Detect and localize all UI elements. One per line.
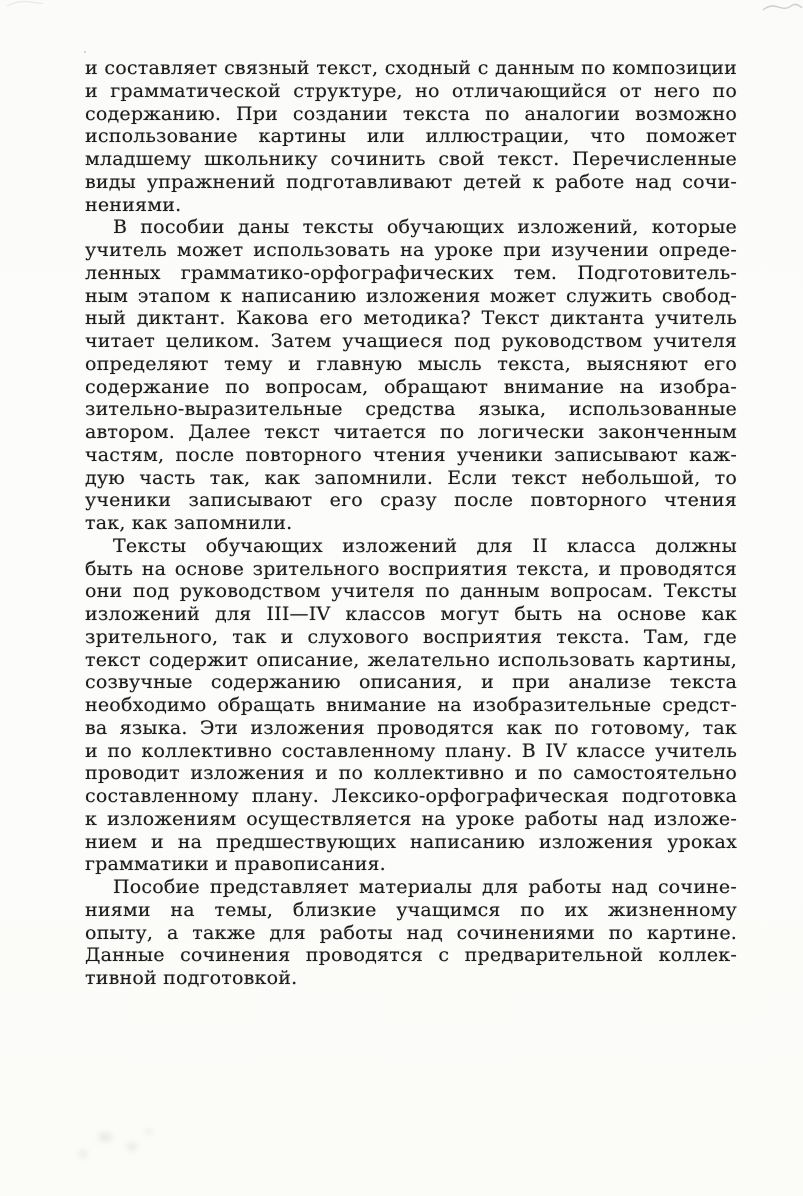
scan-smudge <box>78 1150 88 1158</box>
scan-artifact-top-right-squiggle-icon <box>761 1 803 15</box>
text-line: содержание по вопросам, обращают внимание на изобра- <box>85 375 737 398</box>
scan-smudge <box>98 1132 112 1142</box>
text-line: частям, после повторного чтения ученики записывают каж- <box>85 443 737 466</box>
text-line: автором. Далее текст читается по логически законченным <box>85 421 737 443</box>
text-line: проводит изложения и по коллективно и по самостоятельно <box>85 762 737 785</box>
text-line: составленному плану. Лексико-орфографическая подготовка <box>85 785 737 807</box>
text-line: Данные сочинения проводятся с предварительной коллек- <box>85 944 737 967</box>
text-line: и по коллективно составленному плану. В IV классе учитель <box>85 739 737 762</box>
scan-smudge <box>145 1128 153 1135</box>
text-line: нием и на предшествующих написанию изложения уроках <box>85 830 737 853</box>
paragraph <box>85 216 737 535</box>
text-line: быть на основе зрительного восприятия текста, и проводятся <box>85 557 737 580</box>
text-line: учитель может использовать на уроке при изучении опреде- <box>85 239 737 261</box>
text-line: ный диктант. Какова его методика? Текст диктанта учитель <box>85 307 737 330</box>
scan-artifact-top-left-curve-icon <box>6 0 44 8</box>
ink-speck <box>84 51 86 53</box>
text-line: младшему школьнику сочинить свой текст. Перечисленные <box>85 148 737 170</box>
text-line: ленных грамматико-орфографических тем. Подготовитель- <box>85 261 737 284</box>
text-line: ва языка. Эти изложения проводятся как по готовому, так <box>85 716 737 739</box>
paragraph <box>85 876 737 990</box>
text-line: определяют тему и главную мысль текста, выясняют его <box>85 352 737 375</box>
text-line: созвучные содержанию описания, и при анализе текста <box>85 671 737 694</box>
text-line: зительно-выразительные средства языка, использованные <box>85 398 737 421</box>
text-line: и составляет связный текст, сходный с данным по композиции <box>85 57 737 79</box>
text-line: и грамматической структуре, но отличающийся от него по <box>85 79 737 102</box>
text-line: Пособие представляет материалы для работы над сочине- <box>113 876 737 898</box>
text-line: текст содержит описание, желательно использовать картины, <box>85 648 737 671</box>
text-line: содержанию. При создании текста по аналогии возможно <box>85 102 737 125</box>
text-line: изложений для III—IV классов могут быть на основе как <box>85 603 737 625</box>
text-line: необходимо обращать внимание на изобразительные средст- <box>85 694 737 716</box>
text-line: опыту, а также для работы над сочинениями по картине. <box>85 921 737 944</box>
page-text-block <box>85 57 737 990</box>
text-line: Тексты обучающих изложений для II класса должны <box>113 534 737 557</box>
text-line: тивной подготовкой. <box>85 967 298 989</box>
text-line: виды упражнений подготавливают детей к работе над сочи- <box>85 170 737 193</box>
text-line: дую часть так, как запомнили. Если текст небольшой, то <box>85 466 737 489</box>
text-line: так, как запомнили. <box>85 512 293 534</box>
text-line: ученики записывают его сразу после повторного чтения <box>85 489 737 512</box>
paragraph <box>85 535 737 876</box>
text-line: зрительного, так и слухового восприятия текста. Там, где <box>85 625 737 648</box>
text-line: ным этапом к написанию изложения может служить свобод- <box>85 284 737 307</box>
text-line: ниями на темы, близкие учащимся по их жизненному <box>85 898 737 921</box>
text-line: нениями. <box>85 193 182 216</box>
scan-smudge <box>126 1142 138 1151</box>
text-line: они под руководством учителя по данным вопросам. Тексты <box>85 580 737 603</box>
text-line: использование картины или иллюстрации, что поможет <box>85 125 737 148</box>
text-line: грамматики и правописания. <box>85 853 386 876</box>
text-line: читает целиком. Затем учащиеся под руководством учителя <box>85 330 737 352</box>
paragraph <box>85 57 737 216</box>
text-line: В пособии даны тексты обучающих изложений, которые <box>113 216 737 239</box>
text-line: к изложениям осуществляется на уроке работы над изложе- <box>85 807 737 830</box>
